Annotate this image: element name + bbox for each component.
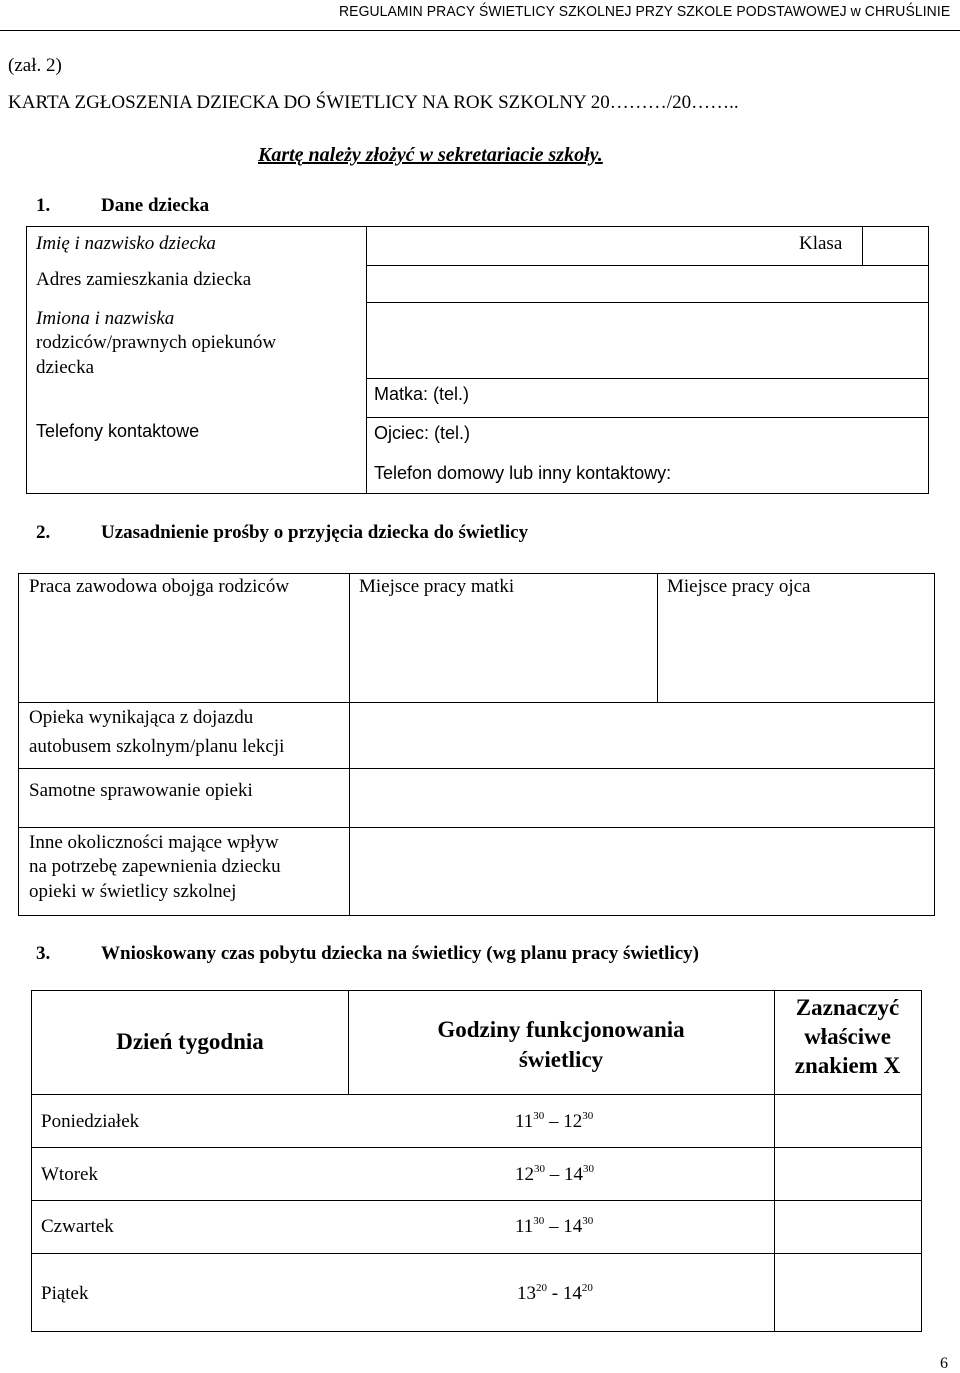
- mother-phone-field[interactable]: Matka: (tel.): [374, 384, 470, 404]
- child-data-table: [26, 226, 929, 494]
- father-work-field[interactable]: Miejsce pracy ojca: [667, 576, 811, 597]
- mark-tuesday-field[interactable]: [775, 1148, 921, 1200]
- address-field[interactable]: [367, 266, 929, 302]
- table-divider: [366, 378, 929, 379]
- other-label-line1: Inne okoliczności mające wpływ: [29, 832, 279, 853]
- parents-label-line3: dziecka: [36, 357, 95, 378]
- father-phone-field[interactable]: Ojciec: (tel.): [374, 423, 471, 443]
- col-hours-line1: Godziny funkcjonowania: [437, 1017, 685, 1042]
- col-mark-header: [774, 993, 921, 1080]
- section2-title: Uzasadnienie prośby o przyjęcia dziecka do świetlicy: [101, 522, 529, 543]
- col-hours-line2: świetlicy: [518, 1047, 604, 1072]
- class-field[interactable]: [863, 227, 928, 265]
- section3-title: Wnioskowany czas pobytu dziecka na świetlicy (wg planu pracy świetlicy): [101, 943, 699, 964]
- address-label: Adres zamieszkania dziecka: [36, 269, 252, 290]
- day-thursday: Czwartek: [41, 1216, 114, 1237]
- home-phone-field[interactable]: Telefon domowy lub inny kontaktowy:: [374, 463, 672, 483]
- phones-label: Telefony kontaktowe: [36, 421, 200, 441]
- page-number: 6: [940, 1355, 948, 1372]
- attachment-label: (zał. 2): [8, 55, 62, 76]
- header-rule: [0, 30, 960, 31]
- section1-number: 1.: [36, 195, 51, 216]
- section1-title: Dane dziecka: [101, 195, 210, 216]
- hours-thursday: $11^{30} - 14^{30}$: [515, 1215, 594, 1237]
- instruction-text: Kartę należy złożyć w sekretariacie szkoły.: [258, 144, 603, 166]
- day-friday: Piątek: [41, 1283, 89, 1304]
- form-title: KARTA ZGŁOSZENIA DZIECKA DO ŚWIETLICY NA ROK SZKOLNY 20………/20……..: [8, 92, 739, 113]
- day-tuesday: Wtorek: [41, 1164, 98, 1185]
- section2-number: 2.: [36, 522, 51, 543]
- mark-thursday-field[interactable]: [775, 1201, 921, 1253]
- parents-label-line1: Imiona i nazwiska: [36, 308, 175, 329]
- schedule-table: [31, 990, 922, 1332]
- justification-table: [18, 573, 935, 916]
- table-divider: [657, 574, 658, 702]
- col-mark-line3: znakiem X: [794, 1053, 901, 1078]
- running-header: REGULAMIN PRACY ŚWIETLICY SZKOLNEJ PRZY SZKOLE PODSTAWOWEJ w CHRUŚLINIE: [338, 3, 950, 20]
- col-day-header: Dzień tygodnia: [116, 1029, 264, 1054]
- col-mark-line2: właściwe: [804, 1024, 891, 1049]
- table-divider: [366, 417, 929, 418]
- hours-monday: $11^{30} - 12^{30}$: [515, 1110, 594, 1132]
- day-monday: Poniedziałek: [41, 1111, 140, 1132]
- bus-label-line2: autobusem szkolnym/planu lekcji: [29, 736, 285, 757]
- work-label: Praca zawodowa obojga rodziców: [29, 576, 290, 597]
- other-label-line3: opieki w świetlicy szkolnej: [29, 881, 237, 902]
- bus-label-line1: Opieka wynikająca z dojazdu: [29, 707, 254, 728]
- section3-number: 3.: [36, 943, 51, 964]
- single-care-label: Samotne sprawowanie opieki: [29, 780, 253, 801]
- child-name-field[interactable]: [367, 227, 861, 265]
- col-hours-header: [348, 1015, 774, 1075]
- class-label: Klasa: [799, 233, 843, 254]
- hours-tuesday: $12^{30} - 14^{30}$: [515, 1163, 594, 1185]
- mark-friday-field[interactable]: [775, 1254, 921, 1331]
- col-mark-line1: Zaznaczyć: [795, 995, 900, 1020]
- bus-field[interactable]: [350, 703, 934, 768]
- parents-label-line2: rodziców/prawnych opiekunów: [36, 332, 277, 353]
- child-name-label: Imię i nazwisko dziecka: [36, 233, 216, 254]
- mark-monday-field[interactable]: [775, 1095, 921, 1147]
- mother-work-field[interactable]: Miejsce pracy matki: [359, 576, 515, 597]
- hours-friday: $13^{20} - 14^{20}$: [517, 1282, 593, 1304]
- other-field[interactable]: [350, 828, 934, 915]
- single-care-field[interactable]: [350, 769, 934, 827]
- other-label-line2: na potrzebę zapewnienia dziecku: [29, 856, 281, 877]
- parents-field[interactable]: [367, 303, 929, 378]
